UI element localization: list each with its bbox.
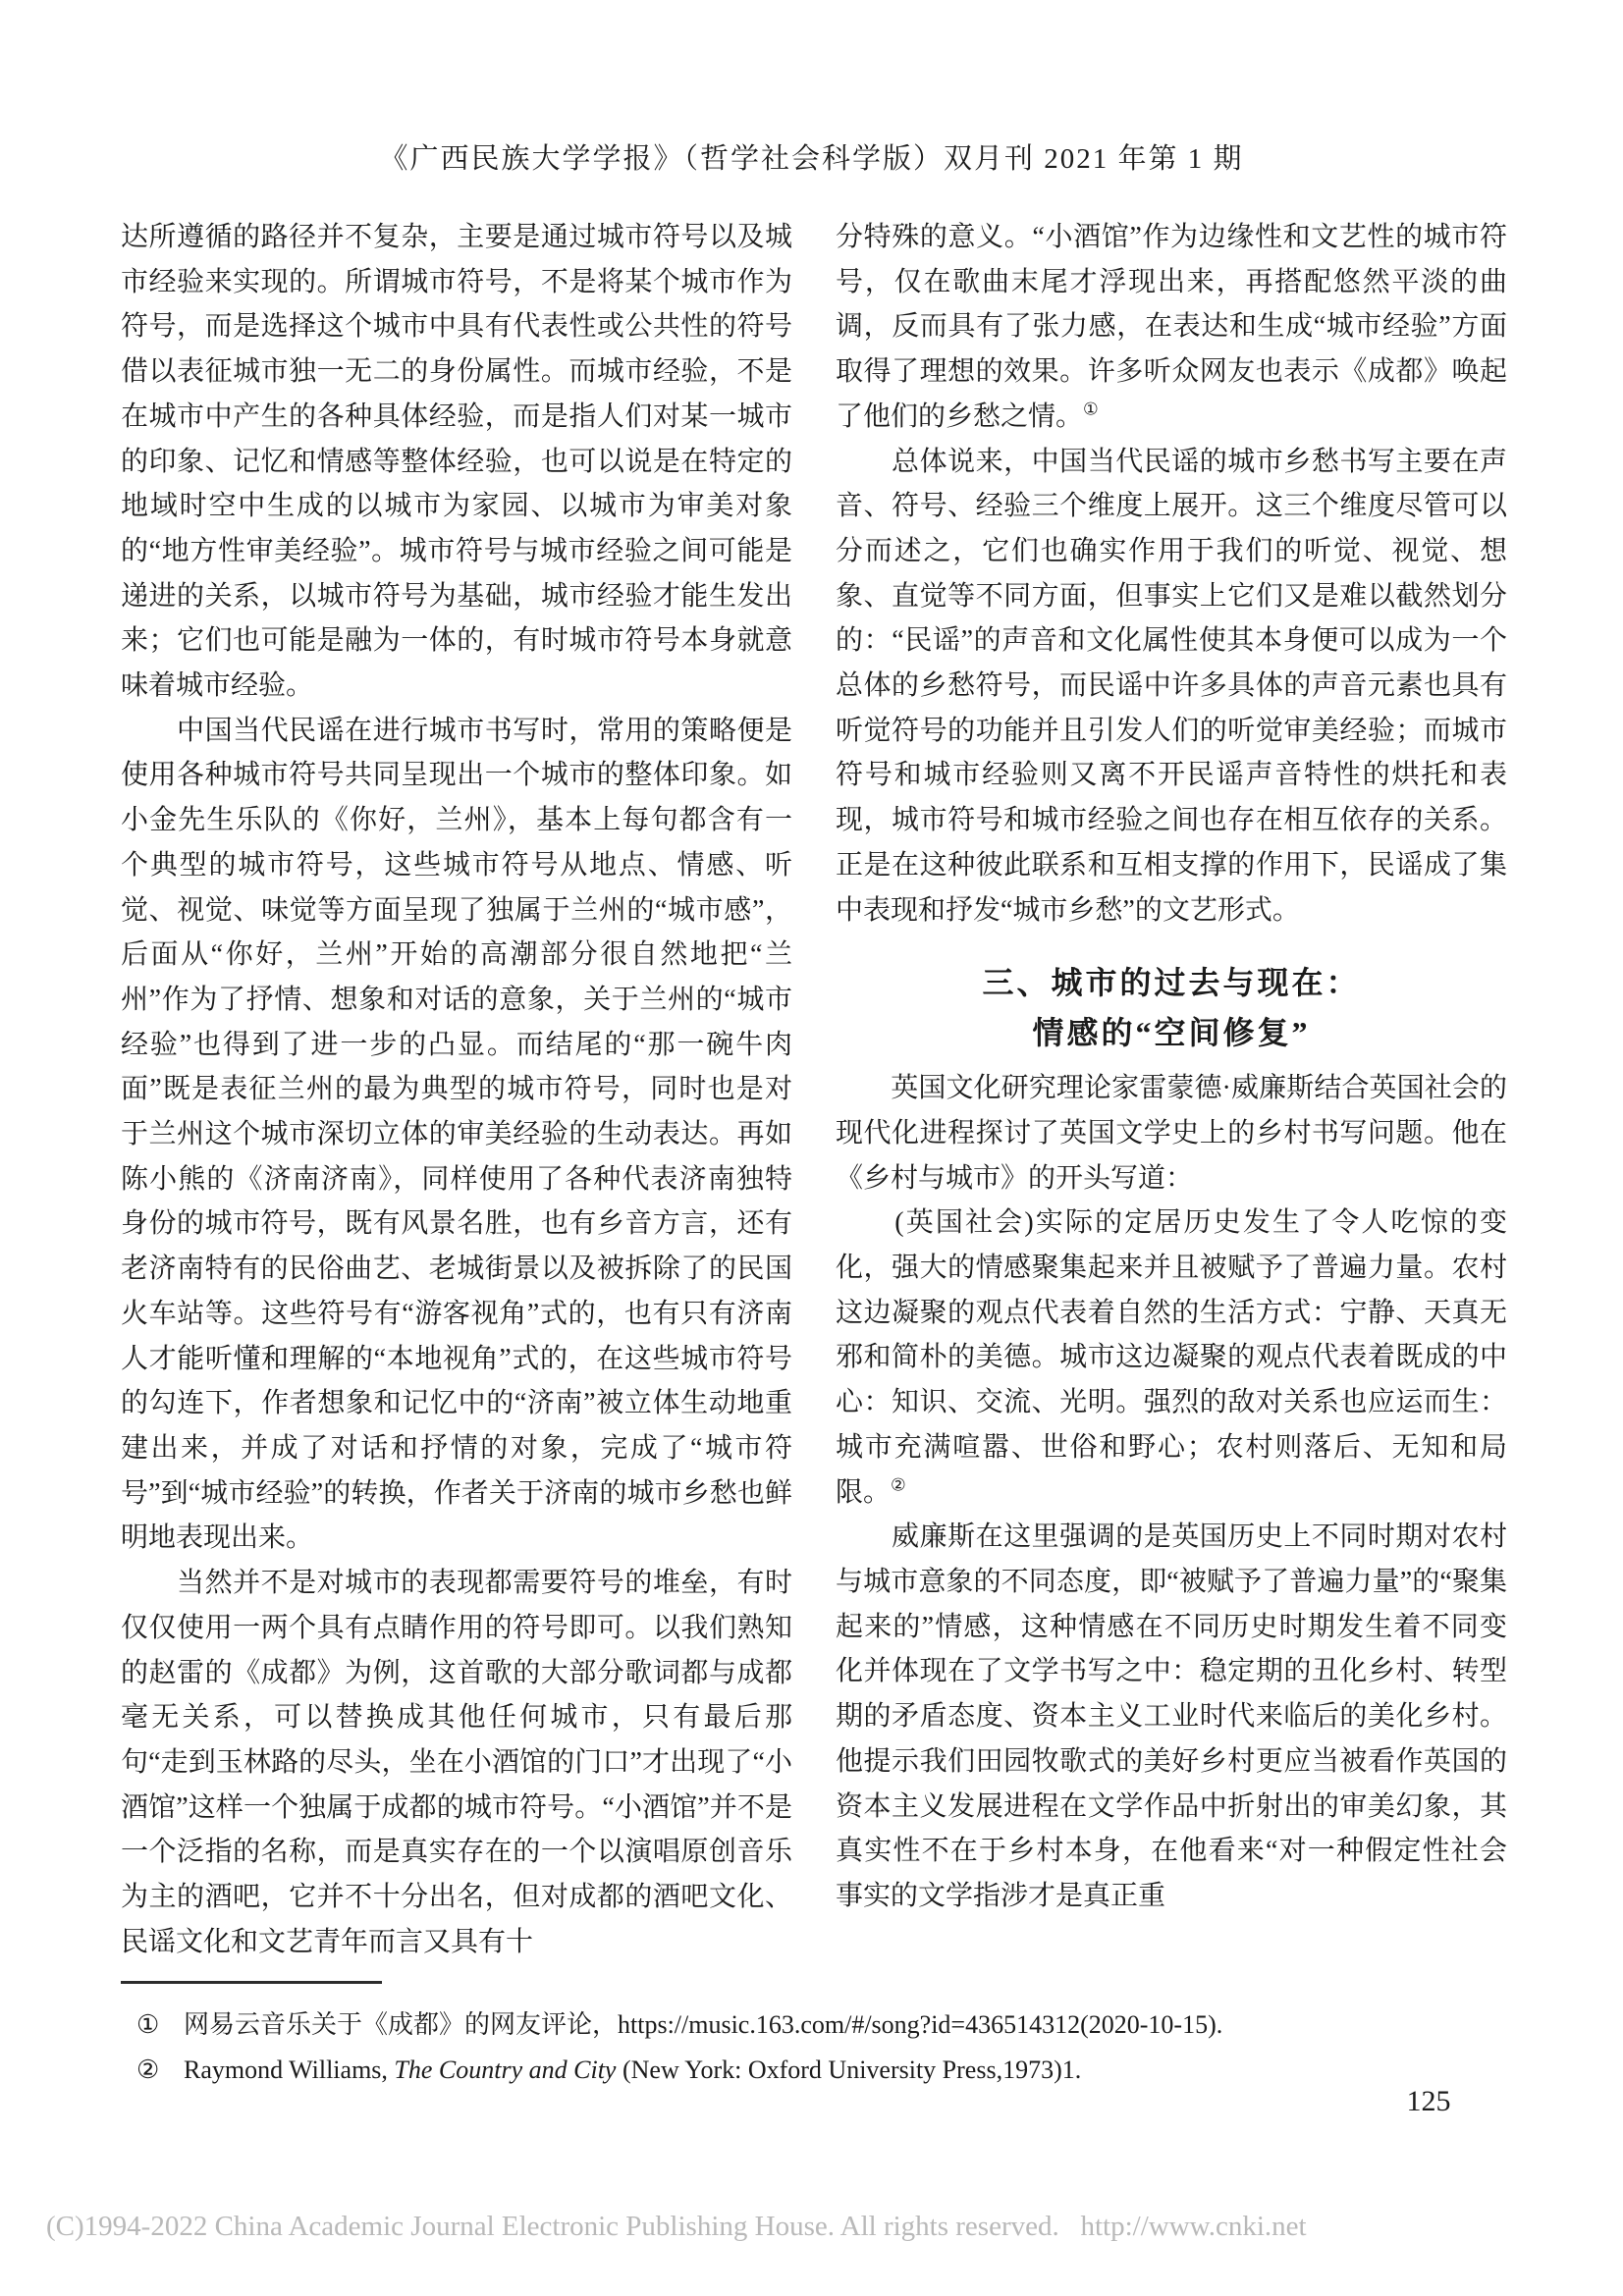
footnotes-list (123, 2002, 1521, 2093)
section-heading-line: 三、城市的过去与现在： (982, 965, 1361, 1001)
right-column (836, 215, 1507, 1977)
footnote-item (123, 2002, 1521, 2048)
paragraph: 威廉斯在这里强调的是英国历史上不同时期对农村与城市意象的不同态度，即“被赋予了普遍力量”的“聚集起来的”情感，这种情感在不同历史时期发生着不同变化并体现在了文学书写之中：稳定期的丑化乡村、转型期的矛盾态度、资本主义工业时代来临后的美化乡村。他提示我们田园牧歌式的美好乡村更应当被看作英国的资本主义发展进程在文学作品中折射出的审美幻象，其真实性不在于乡村本身，在他看来“对一种假定性社会事实的文学指涉才是真正重 (836, 1522, 1507, 1911)
left-column (121, 215, 792, 1977)
paragraph: 中国当代民谣在进行城市书写时，常用的策略便是使用各种城市符号共同呈现出一个城市的整体印象。如小金先生乐队的《你好，兰州》，基本上每句都含有一个典型的城市符号，这些城市符号从地点、情感、听觉、视觉、味觉等方面呈现了独属于兰州的“城市感”，后面从“你好，兰州”开始的高潮部分很自然地把“兰州”作为了抒情、想象和对话的意象，关于兰州的“城市经验”也得到了进一步的凸显。而结尾的“那一碗牛肉面”既是表征兰州的最为典型的城市符号，同时也是对于兰州这个城市深切立体的审美经验的生动表达。再如陈小熊的《济南济南》，同样使用了各种代表济南独特身份的城市符号，既有风景名胜，也有乡音方言，还有老济南特有的民俗曲艺、老城街景以及被拆除了的民国火车站等。这些符号有“游客视角”式的，也有只有济南人才能听懂和理解的“本地视角”式的，在这些城市符号的勾连下，作者想象和记忆中的“济南”被立体生动地重建出来，并成了对话和抒情的对象，完成了“城市符号”到“城市经验”的转换，作者关于济南的城市乡愁也鲜明地表现出来。 (121, 715, 792, 1554)
footnote-text (184, 2048, 1521, 2093)
block-quote: (英国社会)实际的定居历史发生了令人吃惊的变化，强大的情感聚集起来并且被赋予了普遍力量。农村这边凝聚的观点代表着自然的生活方式：宁静、天真无邪和简朴的美德。城市这边凝聚的观点代表着既成的中心：知识、交流、光明。强烈的敌对关系也应运而生：城市充满喧嚣、世俗和野心；农村则落后、无知和局限。② (836, 1207, 1507, 1508)
paragraph: 当然并不是对城市的表现都需要符号的堆垒，有时仅仅使用一两个具有点睛作用的符号即可。以我们熟知的赵雷的《成都》为例，这首歌的大部分歌词都与成都毫无关系，可以替换成其他任何城市，只有最后那句“走到玉林路的尽头，坐在小酒馆的门口”才出现了“小酒馆”这样一个独属于成都的城市符号。“小酒馆”并不是一个泛指的名称，而是真实存在的一个以演唱原创音乐为主的酒吧，它并不十分出名，但对成都的酒吧文化、民谣文化和文艺青年而言又具有十 (121, 1568, 792, 1957)
paragraph: 英国文化研究理论家雷蒙德·威廉斯结合英国社会的现代化进程探讨了英国文学史上的乡村书写问题。他在《乡村与城市》的开头写道： (836, 1073, 1507, 1194)
footnote-text-part: Raymond Williams, (184, 2056, 395, 2084)
footnote-item (123, 2048, 1521, 2093)
footnote-divider (121, 1981, 382, 1984)
section-heading-line: 情感的“空间修复” (1032, 1015, 1311, 1051)
footnote-marker: ② (136, 2056, 160, 2084)
page-number: 125 (1406, 2085, 1451, 2117)
footnote-text (184, 2002, 1521, 2048)
footnote-ref: ① (1083, 400, 1099, 419)
footnote-text-part: (New York: Oxford University Press,1973)1. (616, 2056, 1082, 2084)
footnote-book-title: The Country and City (394, 2056, 617, 2084)
footnote-text-part: 网易云音乐关于《成都》的网友评论，https://music.163.com/#/song?id=436514312(2020-10-15). (184, 2010, 1223, 2039)
footnote-marker: ① (136, 2010, 160, 2039)
paragraph: 总体说来，中国当代民谣的城市乡愁书写主要在声音、符号、经验三个维度上展开。这三个维度尽管可以分而述之，它们也确实作用于我们的听觉、视觉、想象、直觉等不同方面，但事实上它们又是难以截然划分的：“民谣”的声音和文化属性使其本身便可以成为一个总体的乡愁符号，而民谣中许多具体的声音元素也具有听觉符号的功能并且引发人们的听觉审美经验；而城市符号和城市经验则又离不开民谣声音特性的烘托和表现，城市符号和城市经验之间也存在相互依存的关系。正是在这种彼此联系和互相支撑的作用下，民谣成了集中表现和抒发“城市乡愁”的文艺形式。 (836, 446, 1507, 926)
footnote-ref: ② (891, 1475, 906, 1495)
copyright-footer: (C)1994-2022 China Academic Journal Electronic Publishing House. All rights reserved. http://www.cnki.net (46, 2211, 1307, 2242)
journal-header: 《广西民族大学学报》（哲学社会科学版）双月刊 2021 年第 1 期 (379, 143, 1244, 175)
section-heading (836, 958, 1507, 1058)
paragraph: 分特殊的意义。“小酒馆”作为边缘性和文艺性的城市符号，仅在歌曲末尾才浮现出来，再搭配悠然平淡的曲调，反而具有了张力感，在表达和生成“城市经验”方面取得了理想的效果。许多听众网友也表示《成都》唤起了他们的乡愁之情。① (836, 222, 1507, 432)
paragraph: 达所遵循的路径并不复杂，主要是通过城市符号以及城市经验来实现的。所谓城市符号，不是将某个城市作为符号，而是选择这个城市中具有代表性或公共性的符号借以表征城市独一无二的身份属性。而城市经验，不是在城市中产生的各种具体经验，而是指人们对某一城市的印象、记忆和情感等整体经验，也可以说是在特定的地域时空中生成的以城市为家园、以城市为审美对象的“地方性审美经验”。城市符号与城市经验之间可能是递进的关系，以城市符号为基础，城市经验才能生发出来；它们也可能是融为一体的，有时城市符号本身就意味着城市经验。 (121, 222, 792, 702)
